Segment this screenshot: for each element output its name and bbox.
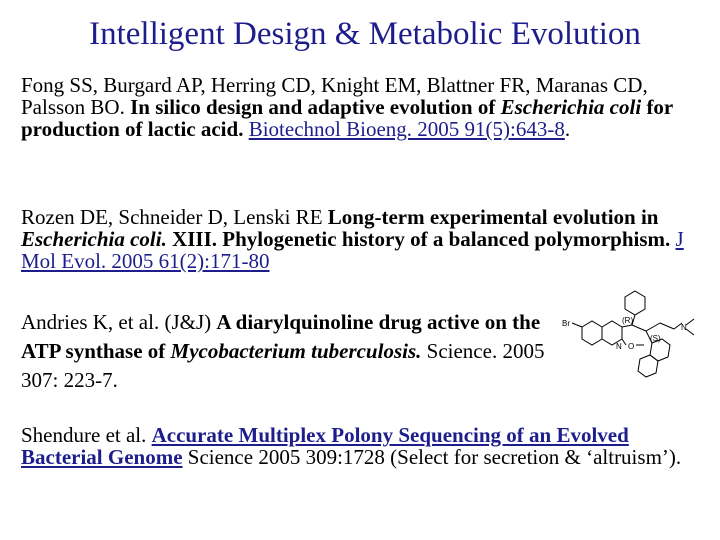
reference-title: A diarylquinoline drug active on the ATP synthase of Mycobacterium tuberculosis. bbox=[21, 310, 541, 363]
reference-journal: Science 2005 309:1728 (Select for secretion & ‘altruism’). bbox=[187, 445, 682, 469]
reference-journal: Science. 2005 307: 223-7. bbox=[21, 339, 545, 392]
reference-authors: Andries K, et al. (J&J) bbox=[21, 310, 212, 334]
organism-name: Escherichia coli. bbox=[21, 227, 167, 251]
organism-name: Mycobacterium tuberculosis. bbox=[170, 339, 422, 363]
page-title: Intelligent Design & Metabolic Evolution bbox=[89, 16, 641, 52]
organism-name: Escherichia coli bbox=[500, 95, 642, 119]
journal-link[interactable]: J Mol Evol. 2005 61(2):171-80 bbox=[21, 227, 684, 273]
reference-rozen bbox=[21, 206, 711, 272]
reference-trailing-period: . bbox=[564, 117, 571, 141]
diarylquinoline-structure-image bbox=[560, 287, 710, 382]
reference-authors: Rozen DE, Schneider D, Lenski RE bbox=[21, 205, 323, 229]
reference-authors: Fong SS, Burgard AP, Herring CD, Knight EM, Blattner FR, Maranas CD, Palsson BO. bbox=[21, 73, 648, 119]
article-title-link[interactable]: Accurate Multiplex Polony Sequencing of an Evolved Bacterial Genome bbox=[21, 423, 629, 469]
stereocenter-r-label: (R) bbox=[622, 316, 634, 325]
quinoline-nitrogen-label: N bbox=[616, 342, 622, 351]
reference-authors: Shendure et al. bbox=[21, 423, 147, 447]
bromine-label: Br bbox=[562, 319, 570, 328]
reference-andries bbox=[21, 308, 561, 395]
journal-link[interactable]: Biotechnol Bioeng. 2005 91(5):643-8 bbox=[248, 117, 565, 141]
reference-fong bbox=[21, 74, 711, 140]
reference-shendure bbox=[21, 424, 711, 468]
reference-title: In silico design and adaptive evolution of Escherichia coli for production of lactic acid. bbox=[21, 95, 673, 141]
oxygen-label: O bbox=[628, 342, 635, 351]
stereocenter-s-label: (S) bbox=[650, 334, 661, 343]
amine-nitrogen-label: N bbox=[681, 323, 687, 332]
reference-title: Long-term experimental evolution in Escherichia coli. XIII. Phylogenetic history of a balanced polymorphism. bbox=[21, 205, 671, 251]
